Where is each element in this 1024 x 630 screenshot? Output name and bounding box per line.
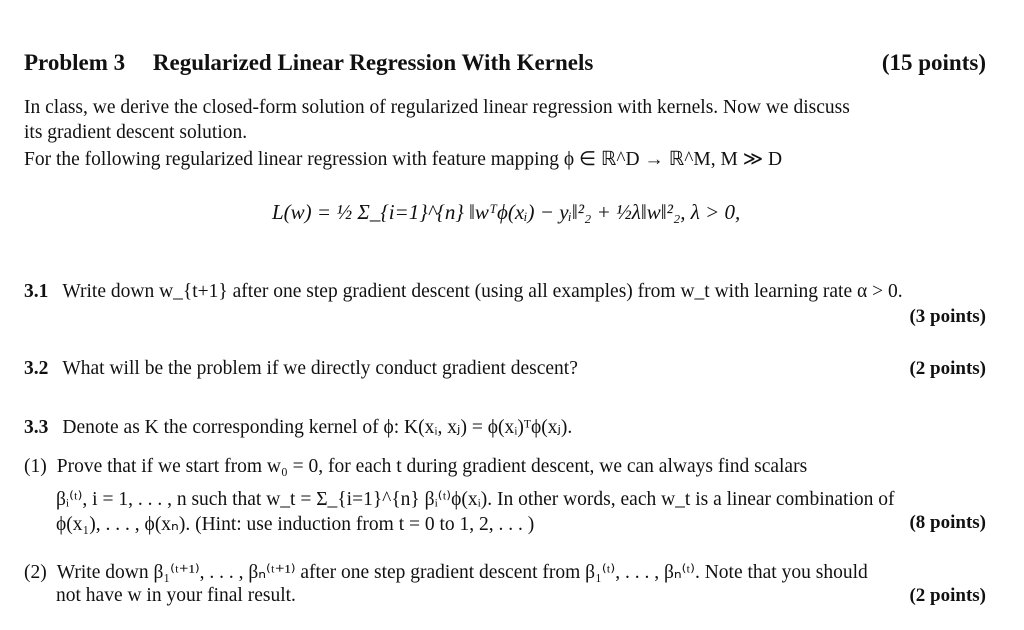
q32-text: What will be the problem if we directly conduct gradient descent? [62, 358, 578, 379]
problem-points: (15 points) [881, 50, 986, 75]
q33-p1-points: (8 points) [909, 512, 986, 533]
q31-line [24, 281, 903, 303]
q33-p2-label: (2) [24, 562, 47, 583]
q33-p2-points: (2 points) [909, 585, 986, 606]
problem-heading [24, 50, 593, 76]
q33-p1-line-1 [24, 456, 807, 478]
q31-text: Write down w_{t+1} after one step gradient descent (using all examples) from w_t with learning rate α > 0. [62, 281, 903, 302]
q32-line [24, 358, 578, 380]
q33-line [24, 415, 572, 439]
q33-text: Denote as K the corresponding kernel of ϕ: K(xᵢ, xⱼ) = ϕ(xᵢ)ᵀϕ(xⱼ). [62, 417, 573, 438]
q33-p1-text-1: Prove that if we start from w₀ = 0, for each t during gradient descent, we can always find scalars [56, 456, 808, 477]
q33-p2-text-1: Write down β₁⁽ᵗ⁺¹⁾, . . . , βₙ⁽ᵗ⁺¹⁾ after one step gradient descent from β₁⁽ᵗ⁾, . . . , βₙ⁽ᵗ⁾. Note that you should [56, 562, 868, 583]
q33-p1-line-3: ϕ(x₁), . . . , ϕ(xₙ). (Hint: use induction from t = 0 to 1, 2, . . . ) [56, 514, 535, 535]
problem-number: Problem 3 [24, 50, 126, 75]
q32-points: (2 points) [909, 358, 986, 379]
q33-label: 3.3 [24, 417, 49, 438]
q32-label: 3.2 [24, 358, 49, 379]
q31-points: (3 points) [909, 306, 986, 327]
q33-p2-line-2: not have w in your final result. [56, 585, 296, 606]
intro-line-1: In class, we derive the closed-form solution of regularized linear regression with kernels. Now we discuss [24, 97, 850, 118]
q33-p2-line-1 [24, 560, 868, 584]
q33-p1-label: (1) [24, 456, 47, 477]
problem-title: Regularized Linear Regression With Kernels [152, 50, 594, 75]
loss-equation: L(w) = ½ Σ_{i=1}^{n} ‖wᵀϕ(xᵢ) − yᵢ‖²₂ + ½λ‖w‖²₂, λ > 0, [272, 200, 741, 224]
q31-label: 3.1 [24, 281, 49, 302]
intro-line-3: For the following regularized linear regression with feature mapping ϕ ∈ ℝ^D → ℝ^M, M ≫ D [24, 149, 783, 170]
intro-line-2: its gradient descent solution. [24, 122, 248, 143]
q33-p1-line-2: βᵢ⁽ᵗ⁾, i = 1, . . . , n such that w_t = Σ_{i=1}^{n} βᵢ⁽ᵗ⁾ϕ(xᵢ). In other words, each w_t is a linear combination of [56, 489, 895, 510]
